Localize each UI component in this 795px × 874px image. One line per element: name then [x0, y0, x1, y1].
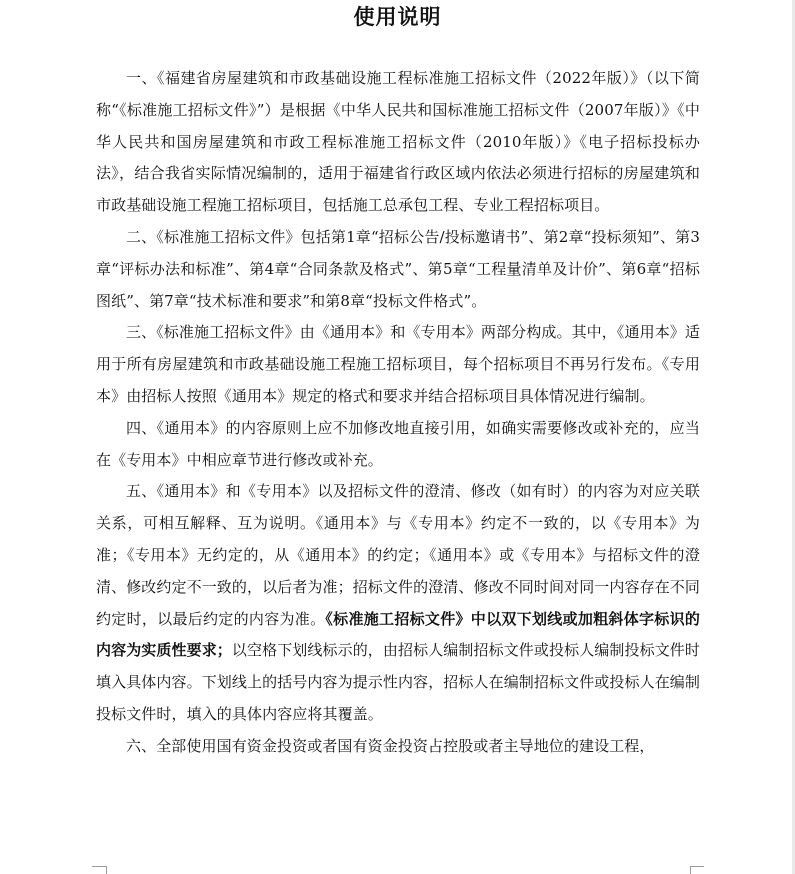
paragraph-6: 六、全部使用国有资金投资或者国有资金投资占控股或者主导地位的建设工程，	[126, 736, 655, 755]
paragraph-1: 一、《福建省房屋建筑和市政基础设施工程标准施工招标文件（2022年版）》（以下简称“《标准施工招标文件》”）是根据《中华人民共和国标准施工招标文件（2007年版）》《中华人民共和国房屋建筑和市政工程标准施工招标文件（2010年版）》《电子招标投标办法》，结合我省实际情况编制的，适用于福建省行政区域内依法必须进行招标的房屋建筑和市政基础设施工程施工招标项目，包括施工总承包工程、专业工程招标项目。	[96, 69, 700, 215]
paragraph-5-text-a: 五、《通用本》和《专用本》以及招标文件的澄清、修改（如有时）的内容为对应关联关系，可相互解释、互为说明。《通用本》与《专用本》约定不一致的，以《专用本》为准；《专用本》无约定的，从《通用本》的约定；《通用本》或《专用本》与招标文件的澄清、修改约定不一致的，以后者为准；招标文件的澄清、修改不同时间对同一内容存在不同约定时，以最后约定的内容为准。	[96, 482, 701, 628]
paragraph-3: 三、《标准施工招标文件》由《通用本》和《专用本》两部分构成。其中，《通用本》适用于所有房屋建筑和市政基础设施工程施工招标项目，每个招标项目不再另行发布。《专用本》由招标人按照《通用本》规定的格式和要求并结合招标项目具体情况进行编制。	[96, 323, 700, 405]
crop-mark-right-vertical	[690, 866, 691, 874]
paragraph-4: 四、《通用本》的内容原则上应不加修改地直接引用，如确实需要修改或补充的，应当在《专用本》中相应章节进行修改或补充。	[96, 418, 700, 469]
paragraph-5-text-b: 以空格下划线标示的，由招标人编制招标文件或投标人编制投标文件时填入具体内容。下划线上的括号内容为提示性内容，招标人在编制招标文件或投标人在编制投标文件时，填入的具体内容应将其覆盖。	[96, 641, 701, 723]
crop-mark-left	[92, 866, 106, 867]
page-title: 使用说明	[353, 4, 442, 29]
crop-mark-right	[690, 866, 704, 867]
paragraph-5-emphasis: 《标准施工招标文件》中以双下划线或加粗斜体字标识的内容为实质性要求；	[96, 609, 700, 660]
crop-mark-left-vertical	[106, 866, 107, 874]
paragraph-2: 二、《标准施工招标文件》包括第1章“招标公告/投标邀请书”、第2章“投标须知”、第3章“评标办法和标准”、第4章“合同条款及格式”、第5章“工程量清单及计价”、第6章“招标图纸”、第7章“技术标准和要求”和第8章“投标文件格式”。	[96, 227, 700, 310]
document-body	[96, 63, 700, 763]
paragraph-5	[96, 476, 700, 730]
